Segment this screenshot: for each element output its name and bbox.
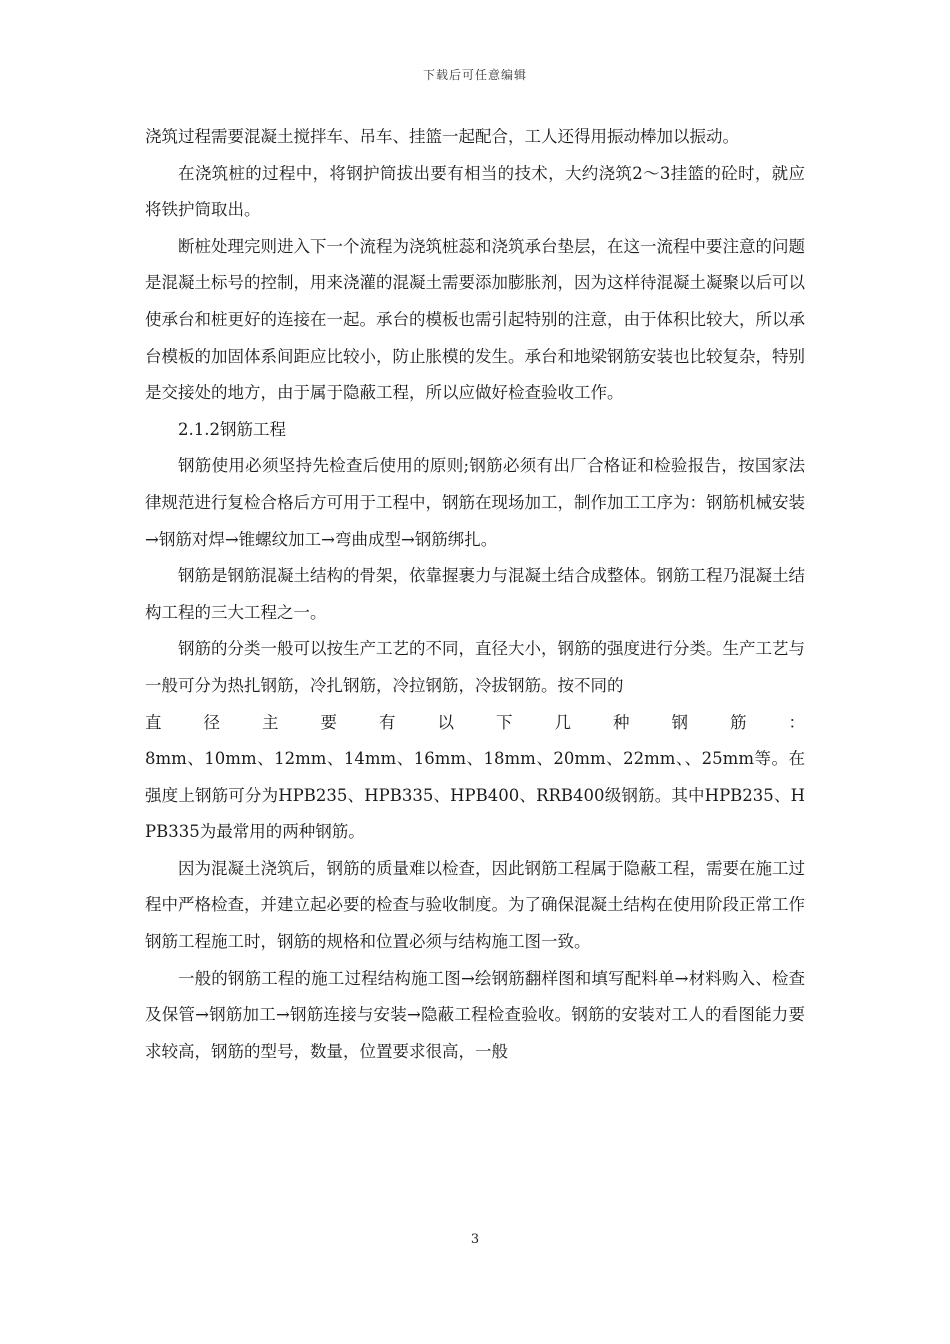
justified-char: 种 [613,712,630,732]
justified-char: 主 [262,712,279,732]
justified-char: 筋 [730,712,747,732]
justified-char: 钢 [671,712,688,732]
justified-char: 有 [379,712,396,732]
paragraph-1: 浇筑过程需要混凝土搅拌车、吊车、挂篮一起配合，工人还得用振动棒加以振动。 [145,127,739,146]
paragraph-6a: 钢筋的分类一般可以按生产工艺的不同，直径大小，钢筋的强度进行分类。生产工艺与一般可分为热扎钢筋，冷扎钢筋，冷拉钢筋，冷拔钢筋。按不同的 [145,639,805,695]
paragraph-3: 断桩处理完则进入下一个流程为浇筑桩蕊和浇筑承台垫层，在这一流程中要注意的问题是混凝土标号的控制，用来浇灌的混凝土需要添加膨胀剂，因为这样待混凝土凝聚以后可以使承台和桩更好的连接在一起。承台的模板也需引起特别的注意，由于体积比较大，所以承台模板的加固体系间距应比较小，防止胀模的发生。承台和地梁钢筋安装也比较复杂，特别是交接处的地方，由于属于隐蔽工程，所以应做好检查验收工作。 [145,236,805,403]
paragraph-8: 一般的钢筋工程的施工过程结构施工图→绘钢筋翻样图和填写配料单→材料购入、检查及保管→钢筋加工→钢筋连接与安装→隐蔽工程检查验收。钢筋的安装对工人的看图能力要求较高，钢筋的型号，数量，位置要求很高，一般 [145,968,805,1061]
paragraph-5: 钢筋是钢筋混凝土结构的骨架，依靠握裹力与混凝土结合成整体。钢筋工程乃混凝土结构工程的三大工程之一。 [145,566,805,622]
justified-char: 径 [203,712,220,732]
justified-char: 直 [145,712,162,732]
paragraph-6-justified-line [145,705,805,742]
section-heading: 2.1.2钢筋工程 [178,419,286,439]
justified-char: ： [788,712,805,732]
justified-char: 几 [554,712,571,732]
justified-char: 下 [496,712,513,732]
document-body [145,119,805,1070]
justified-char: 要 [320,712,337,732]
paragraph-4: 钢筋使用必须坚持先检查后使用的原则;钢筋必须有出厂合格证和检验报告，按国家法律规范进行复检合格后方可用于工程中，钢筋在现场加工，制作加工工序为：钢筋机械安装→钢筋对焊→锥螺纹加工→弯曲成型→钢筋绑扎。 [145,456,805,549]
paragraph-7: 因为混凝土浇筑后，钢筋的质量难以检查，因此钢筋工程属于隐蔽工程，需要在施工过程中严格检查，并建立起必要的检查与验收制度。为了确保混凝土结构在使用阶段正常工作钢筋工程施工时，钢筋的规格和位置必须与结构施工图一致。 [145,858,805,952]
paragraph-6b: 8mm、10mm、12mm、14mm、16mm、18mm、20mm、22mm、、25mm等。在强度上钢筋可分为HPB235、HPB335、HPB400、RRB400级钢筋。其中HPB235、HPB335为最常用的两种钢筋。 [145,749,805,842]
justified-char: 以 [437,712,454,732]
page-header: 下载后可任意编辑 [422,68,527,82]
paragraph-2: 在浇筑桩的过程中，将钢护筒拔出要有相当的技术，大约浇筑2～3挂篮的砼时，就应将铁护筒取出。 [145,163,805,220]
page-number: 3 [470,1232,480,1247]
